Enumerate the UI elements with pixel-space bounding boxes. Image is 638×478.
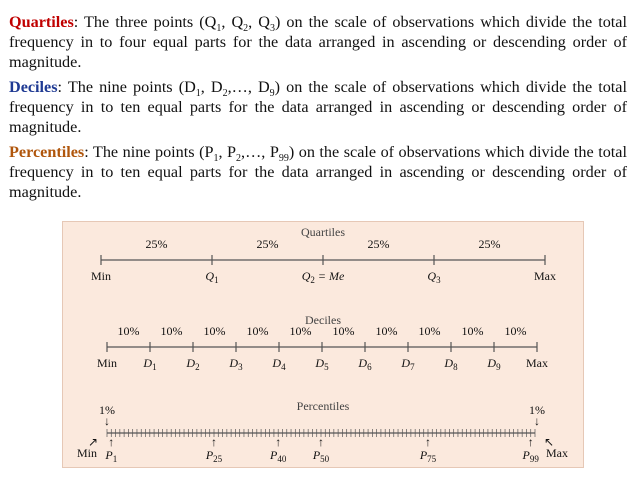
text: ) on the scale of observations which divide the total frequency in to ten equal parts for the data arranged in ascending or descending order of magnitude. bbox=[9, 78, 627, 137]
arrow-icon: ↗ bbox=[87, 435, 99, 449]
percentiles-point-label: $P_{75}$ bbox=[419, 448, 437, 464]
deciles-segment-label: 10% bbox=[375, 324, 398, 338]
subscript: 3 bbox=[269, 23, 275, 35]
text: The nine points (D bbox=[62, 78, 196, 96]
subscript: 9 bbox=[269, 88, 275, 100]
down-arrow-icon: ↓ bbox=[104, 414, 110, 428]
deciles-segment-label: 10% bbox=[332, 324, 355, 338]
subscript: 1 bbox=[213, 153, 219, 165]
deciles-point-label: $D_6$ bbox=[358, 356, 372, 372]
up-arrow-icon: ↑ bbox=[108, 435, 115, 449]
subscript: 1 bbox=[195, 88, 201, 100]
deciles-point-label: $D_7$ bbox=[401, 356, 415, 372]
deciles-segment-label: 10% bbox=[461, 324, 484, 338]
quartiles-term: Quartiles bbox=[9, 13, 74, 31]
subscript: 2 bbox=[222, 88, 228, 100]
percentiles-point-label: $P_{40}$ bbox=[270, 448, 287, 464]
percentiles-left-label: 1% bbox=[99, 403, 115, 417]
colon: : bbox=[84, 143, 89, 161]
deciles-segment-label: 10% bbox=[504, 324, 527, 338]
deciles-segment-label: 10% bbox=[289, 324, 312, 338]
down-arrow-icon: ↓ bbox=[534, 414, 540, 428]
deciles-point-label: $D_9$ bbox=[487, 356, 501, 372]
percentiles-point-label: $P_1$ bbox=[105, 448, 118, 464]
quartiles-segment-label: 25% bbox=[367, 237, 390, 251]
percentiles-right-label: 1% bbox=[529, 403, 545, 417]
percentiles-term: Percentiles bbox=[9, 143, 85, 161]
text: The three points (Q bbox=[78, 13, 217, 31]
quartiles-title: Quartiles bbox=[301, 225, 345, 239]
percentiles-point-label: $P_{25}$ bbox=[205, 448, 223, 464]
quantiles-diagram bbox=[63, 222, 583, 467]
percentiles-point-label: $P_{50}$ bbox=[312, 448, 330, 464]
deciles-definition bbox=[9, 77, 627, 138]
subscript: 1 bbox=[216, 23, 222, 35]
text: , P bbox=[218, 143, 237, 161]
quartiles-point-label: Min bbox=[90, 269, 112, 283]
quartiles-point-label: $Q_1$ bbox=[205, 269, 219, 285]
quartiles-point-label: $Q_2 = Me$ bbox=[301, 269, 345, 285]
deciles-segment-label: 10% bbox=[203, 324, 226, 338]
text: The nine points (P bbox=[88, 143, 214, 161]
text: ,…, D bbox=[227, 78, 270, 96]
arrow-icon: ↖ bbox=[543, 435, 555, 449]
percentiles-title: Percentiles bbox=[296, 399, 350, 413]
up-arrow-icon: ↑ bbox=[527, 435, 534, 449]
percentiles-min-label: Min bbox=[76, 446, 98, 460]
deciles-point-label: $D_5$ bbox=[315, 356, 329, 372]
quartiles-segment-label: 25% bbox=[145, 237, 168, 251]
quartiles-definition bbox=[9, 12, 627, 73]
up-arrow-icon: ↑ bbox=[318, 435, 324, 449]
colon: : bbox=[57, 78, 63, 96]
text: , Q bbox=[221, 13, 244, 31]
up-arrow-icon: ↑ bbox=[211, 435, 217, 449]
up-arrow-icon: ↑ bbox=[275, 435, 282, 449]
subscript: 2 bbox=[236, 153, 242, 165]
deciles-point-label: Max bbox=[526, 356, 548, 370]
deciles-segment-label: 10% bbox=[117, 324, 140, 338]
subscript: 99 bbox=[278, 153, 289, 165]
deciles-point-label: $D_8$ bbox=[444, 356, 458, 372]
deciles-segment-label: 10% bbox=[160, 324, 183, 338]
text: ) on the scale of observations which divide the total frequency in to four equal parts for the data arranged in ascending or descending order of magnitude. bbox=[9, 13, 627, 72]
quartiles-segment-label: 25% bbox=[256, 237, 279, 251]
text: ) on the scale of observations which divide the total frequency in to ten equal parts for the data arranged in ascending or descending order of magnitude. bbox=[9, 143, 627, 202]
quartiles-segment-label: 25% bbox=[478, 237, 501, 251]
deciles-point-label: $D_3$ bbox=[229, 356, 243, 372]
deciles-term: Deciles bbox=[9, 78, 58, 96]
text: , Q bbox=[248, 13, 270, 31]
deciles-point-label: Min bbox=[96, 356, 118, 370]
text: , D bbox=[200, 78, 223, 96]
text: ,…, P bbox=[241, 143, 279, 161]
subscript: 2 bbox=[243, 23, 249, 35]
deciles-segment-label: 10% bbox=[246, 324, 269, 338]
up-arrow-icon: ↑ bbox=[425, 435, 431, 449]
deciles-point-label: $D_4$ bbox=[272, 356, 286, 372]
deciles-title: Deciles bbox=[305, 313, 341, 327]
percentiles-point-label: $P_{99}$ bbox=[522, 448, 539, 464]
quartiles-point-label: $Q_3$ bbox=[427, 269, 441, 285]
colon: : bbox=[73, 13, 79, 31]
deciles-point-label: $D_1$ bbox=[143, 356, 157, 372]
percentiles-definition bbox=[9, 142, 627, 203]
percentiles-max-label: Max bbox=[546, 446, 568, 460]
quantiles-figure bbox=[62, 221, 584, 468]
quartiles-point-label: Max bbox=[534, 269, 556, 283]
deciles-point-label: $D_2$ bbox=[186, 356, 200, 372]
deciles-segment-label: 10% bbox=[418, 324, 441, 338]
